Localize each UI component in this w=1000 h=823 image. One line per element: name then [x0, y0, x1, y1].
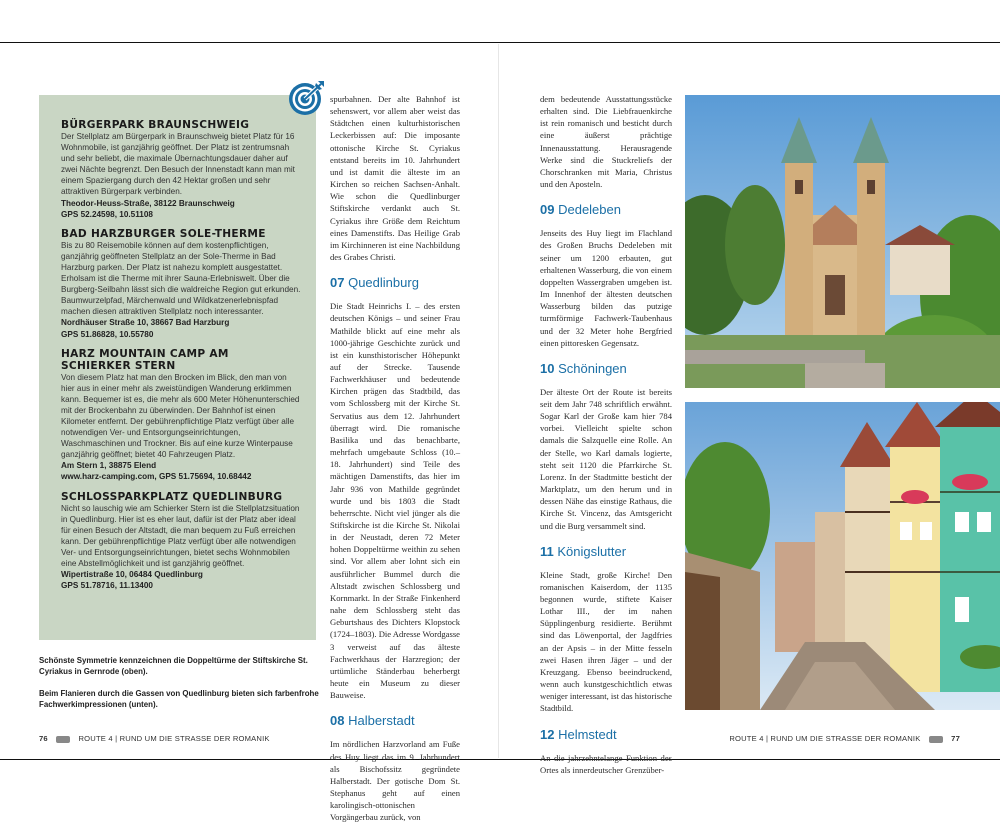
entry-address: Nordhäuser Straße 10, 38667 Bad Harzburg: [61, 318, 230, 328]
heading-label: Quedlinburg: [348, 275, 419, 291]
heading-label: Helmstedt: [558, 726, 617, 742]
heading-label: Halberstadt: [348, 713, 415, 729]
paragraph: Der älteste Ort der Route ist bereits seit dem Jahr 748 schriftlich erwähnt. Sogar Karl der Große kam hier 784 vorbei. Vielleicht spielte schon damals die Salzquelle eine Rolle. An der Stelle, wo Karl damals logierte, steht seit 1120 die Pfarrkirche St. Lorenz. In der Stadtmitte besticht der Marktplatz, um den herum und in dessen Nähe das einstige Rathaus, die Kirche St. Vincenz, das Amtsgericht und die Burg versammelt sind.: [540, 386, 672, 531]
entry-body: Der Stellplatz am Bürgerpark in Braunschweig bietet Platz für 16 Wohnmobile, ist ganzjährig geöffnet. Der Platz ist zentrumsnah und sehr beliebt, die maximale Übernachtungsdauer daher auf zwei Nächte begrenzt. Den Besuch der Innenstadt kann man mit einem Spaziergang durch den 42 Hektar großen und sehr attraktiven Bürgerpark verbinden.: [61, 132, 295, 197]
heading-number: 12: [540, 726, 555, 742]
entry-title: HARZ MOUNTAIN CAMP AM SCHIERKER STERN: [61, 347, 229, 372]
footer-route-left: ROUTE 4 | RUND UM DIE STRASSE DER ROMANIK: [78, 734, 270, 743]
paragraph: Kleine Stadt, große Kirche! Den romanischen Kaiserdom, der 1135 begonnen wurde, stiftete Kaiser Lothar III., der im nahen Süpplingenburg residierte. Berühmt sind das Löwenportal, der Jagdfries an der Apsis – in der Mitte fesseln zwei Hasen ihren Jäger – und der Kreuzgang. Ebenso beeindruckend, wenn auch kunstgeschichtlich etwas weniger interessant, ist das historische Stadtbild.: [540, 569, 672, 714]
entry-address: Am Stern 1, 38875 Elend: [61, 461, 157, 471]
camper-van-icon: [929, 736, 943, 743]
book-gutter: [498, 44, 499, 758]
entry-title: SCHLOSSPARKPLATZ QUEDLINBURG: [61, 490, 283, 503]
paragraph: Jenseits des Huy liegt im Flachland des Großen Bruchs Dedeleben mit seiner um 1200 erbauten, gut erhaltenen Wasserburg, die von einem doppelten Wassergraben umgeben ist. Im Innenhof der ältesten deutschen Wasserburg bilden das putzige turmförmige Fachwerk-Taubenhaus und der 32 Meter hohe Bergfried einen pittoresken Gegensatz.: [540, 228, 672, 348]
photo-caption-top: Schönste Symmetrie kennzeichnen die Doppeltürme der Stiftskirche St. Cyriakus in Gernrode (oben).: [39, 656, 308, 676]
paragraph: dem bedeutende Ausstattungsstücke erhalten sind. Die Liebfrauenkirche ist rein romanisch und besticht durch eine äußerst prächtige Innenausstattung. Herausragende Werke sind die Stuckreliefs der Chorschranken mit Maria, Christus und den Aposteln.: [540, 94, 672, 190]
footer-left: [39, 734, 270, 743]
paragraph: An die jahrzehntelange Funktion des Ortes als innerdeutscher Grenzüber-: [540, 752, 672, 775]
section-heading-koenigslutter: [540, 544, 672, 559]
entry-body: Nicht so lauschig wie am Schierker Stern ist die Stellplatzsituation in Quedlinburg. Hier ist es eher laut, dafür ist der Platz aber ideal für einen Besuch der Altstadt, die man bequem zu Fuß erreichen kann. Der gebührenpflichtige Platz verfügt über alle notwendigen Ver- und Entsorgungseinrichtungen, bietet sechs Wohnmobilen eine Abstellmöglichkeit und ist ganzjährig geöffnet.: [61, 503, 300, 568]
heading-label: Schöningen: [558, 360, 627, 376]
paragraph: Die Stadt Heinrichs I. – des ersten deutschen Königs – und seiner Frau Mathilde blickt auf eine mehr als 1000-jährige Geschichte zurück und ist ein kunsthistorischer Höhepunkt auf der Strecke. Tausende Fachwerkhäuser und bedeutende Kirchen prägen das Stadtbild, das vom Schlossberg mit der Kirche St. Servatius aus dem 12. Jahrhundert überragt wird. Die romanische Basilika und das benachbarte, mehrfach umgebaute Schloss (10.–18. Jahrhundert) sind Teile des mächtigen Damenstifts, das hier im Jahr 936 von Mathilde gegründet wurde und bis 1803 die Stadt beherrschte. Nicht viel jünger als die Stiftskirche ist die Kirche St. Nikolai in der Neustadt, deren 72 Meter hohen Doppeltürme weithin zu sehen sind. Vor allem aber lohnt sich ein ausführlicher Bummel durch die Altstadt zwischen Schlossberg und Kornmarkt. In der Straße Finkenherd nahe dem Schlossberg steht das Geburtshaus des Dichters Klopstock (1724–1803). Die Adresse Wordgasse 3 verweist auf das älteste Fachwerkhaus der Harzregion; der urtümliche Ständerbau beherbergt heute ein Museum zu dieser Bauweise.: [330, 301, 460, 701]
entry-address: Theodor-Heuss-Straße, 38122 Braunschweig: [61, 198, 235, 208]
heading-number: 09: [540, 202, 555, 218]
target-arrow-icon: [288, 79, 326, 117]
photo-church-gernrode: [685, 95, 1000, 388]
entry-body: Von diesem Platz hat man den Brocken im Blick, den man von hier aus in einer mehr als zweistündigen Wanderung erklimmen kann. Bequemer ist es, die mehr als 600 Meter Höhenunterschied mit der Brockenbahn zu überwinden. Der Bahnhof ist einen Kilometer entfernt. Der gebührenpflichtige Platz verfügt über alle notwendigen Ver- und Entsorgungseinrichtungen, Waschmaschinen und Trockner. Bis auf eine kurze Winterpause ganzjährig geöffnet; bietet 40 Fahrzeugen Platz.: [61, 372, 300, 460]
camper-van-icon: [56, 736, 70, 743]
entry-title: BAD HARZBURGER SOLE-THERME: [61, 227, 266, 240]
paragraph: Im nördlichen Harzvorland am Fuße des Huy liegt das im 9. Jahrhundert als Bischofssitz gegründete Halberstadt. Der gotische Dom St. Stephanus geht auf einen karolingisch-ottonischen Vorgängerbau zurück, von: [330, 739, 460, 823]
heading-number: 11: [540, 543, 554, 559]
section-heading-schoeningen: [540, 361, 672, 376]
heading-label: Dedeleben: [558, 202, 621, 218]
footer-route-right: ROUTE 4 | RUND UM DIE STRASSE DER ROMANIK: [729, 734, 921, 743]
page-number-right: 77: [951, 734, 960, 743]
photo-caption-bottom: Beim Flanieren durch die Gassen von Quedlinburg bieten sich farbenfrohe Fachwerkimpressionen (unten).: [39, 689, 319, 709]
paragraph: spurbahnen. Der alte Bahnhof ist sehenswert, vor allem aber weist das Städtchen einen kulturhistorischen Leckerbissen auf: Die imposante ottonische Kirche St. Cyriakus entstand bereits im 10. Jahrhundert und ist damit die älteste im an Kirchen so reichen Sachsen-Anhalt. Wie schon die Quedlinburger Stiftskirche verdankt auch St. Cyriakus ihre Größe dem Reichtum eines Damenstifts. Das Heilige Grab im Kirchinneren ist eine Nachbildung des Grabes Christi.: [330, 94, 460, 263]
campsite-info-box: [39, 95, 316, 640]
entry-address: Wipertistraße 10, 06484 Quedlinburg: [61, 570, 203, 580]
text-column-2: [540, 93, 672, 776]
text-column-1: [330, 93, 460, 823]
heading-number: 08: [330, 713, 345, 729]
section-heading-quedlinburg: [330, 275, 460, 290]
entry-body: Bis zu 80 Reisemobile können auf dem kostenpflichtigen, ganzjährig geöffneten Stellplatz an der Sole-Therme in Bad Harzburg parken. Der Platz ist nahezu komplett ausgestattet. Erholsam ist die Therme mit ihrer Sauna-Erlebniswelt. Über die Burgberg-Seilbahn lässt sich die waldreiche Region gut erkunden. Baumwurzelpfad, Märchenwald und Wildkatzenerlebnispfad machen diesen attraktiven Stellplatz noch interessanter.: [61, 240, 301, 317]
entry-title: BÜRGERPARK BRAUNSCHWEIG: [61, 119, 250, 131]
heading-number: 10: [540, 360, 555, 376]
entry-gps: GPS 52.24598, 10.51108: [61, 209, 153, 219]
footer-right: [729, 734, 960, 743]
entry-gps: GPS 51.86828, 10.55780: [61, 329, 154, 339]
heading-number: 07: [330, 275, 345, 291]
photo-quedlinburg-alley: [685, 402, 1000, 710]
entry-gps: GPS 51.78716, 11.13400: [61, 581, 153, 591]
section-heading-helmstedt: [540, 727, 672, 742]
section-heading-dedeleben: [540, 202, 672, 217]
entry-gps: www.harz-camping.com, GPS 51.75694, 10.68442: [61, 472, 252, 482]
heading-label: Königslutter: [557, 543, 627, 559]
page-number-left: 76: [39, 734, 48, 743]
section-heading-halberstadt: [330, 713, 460, 728]
